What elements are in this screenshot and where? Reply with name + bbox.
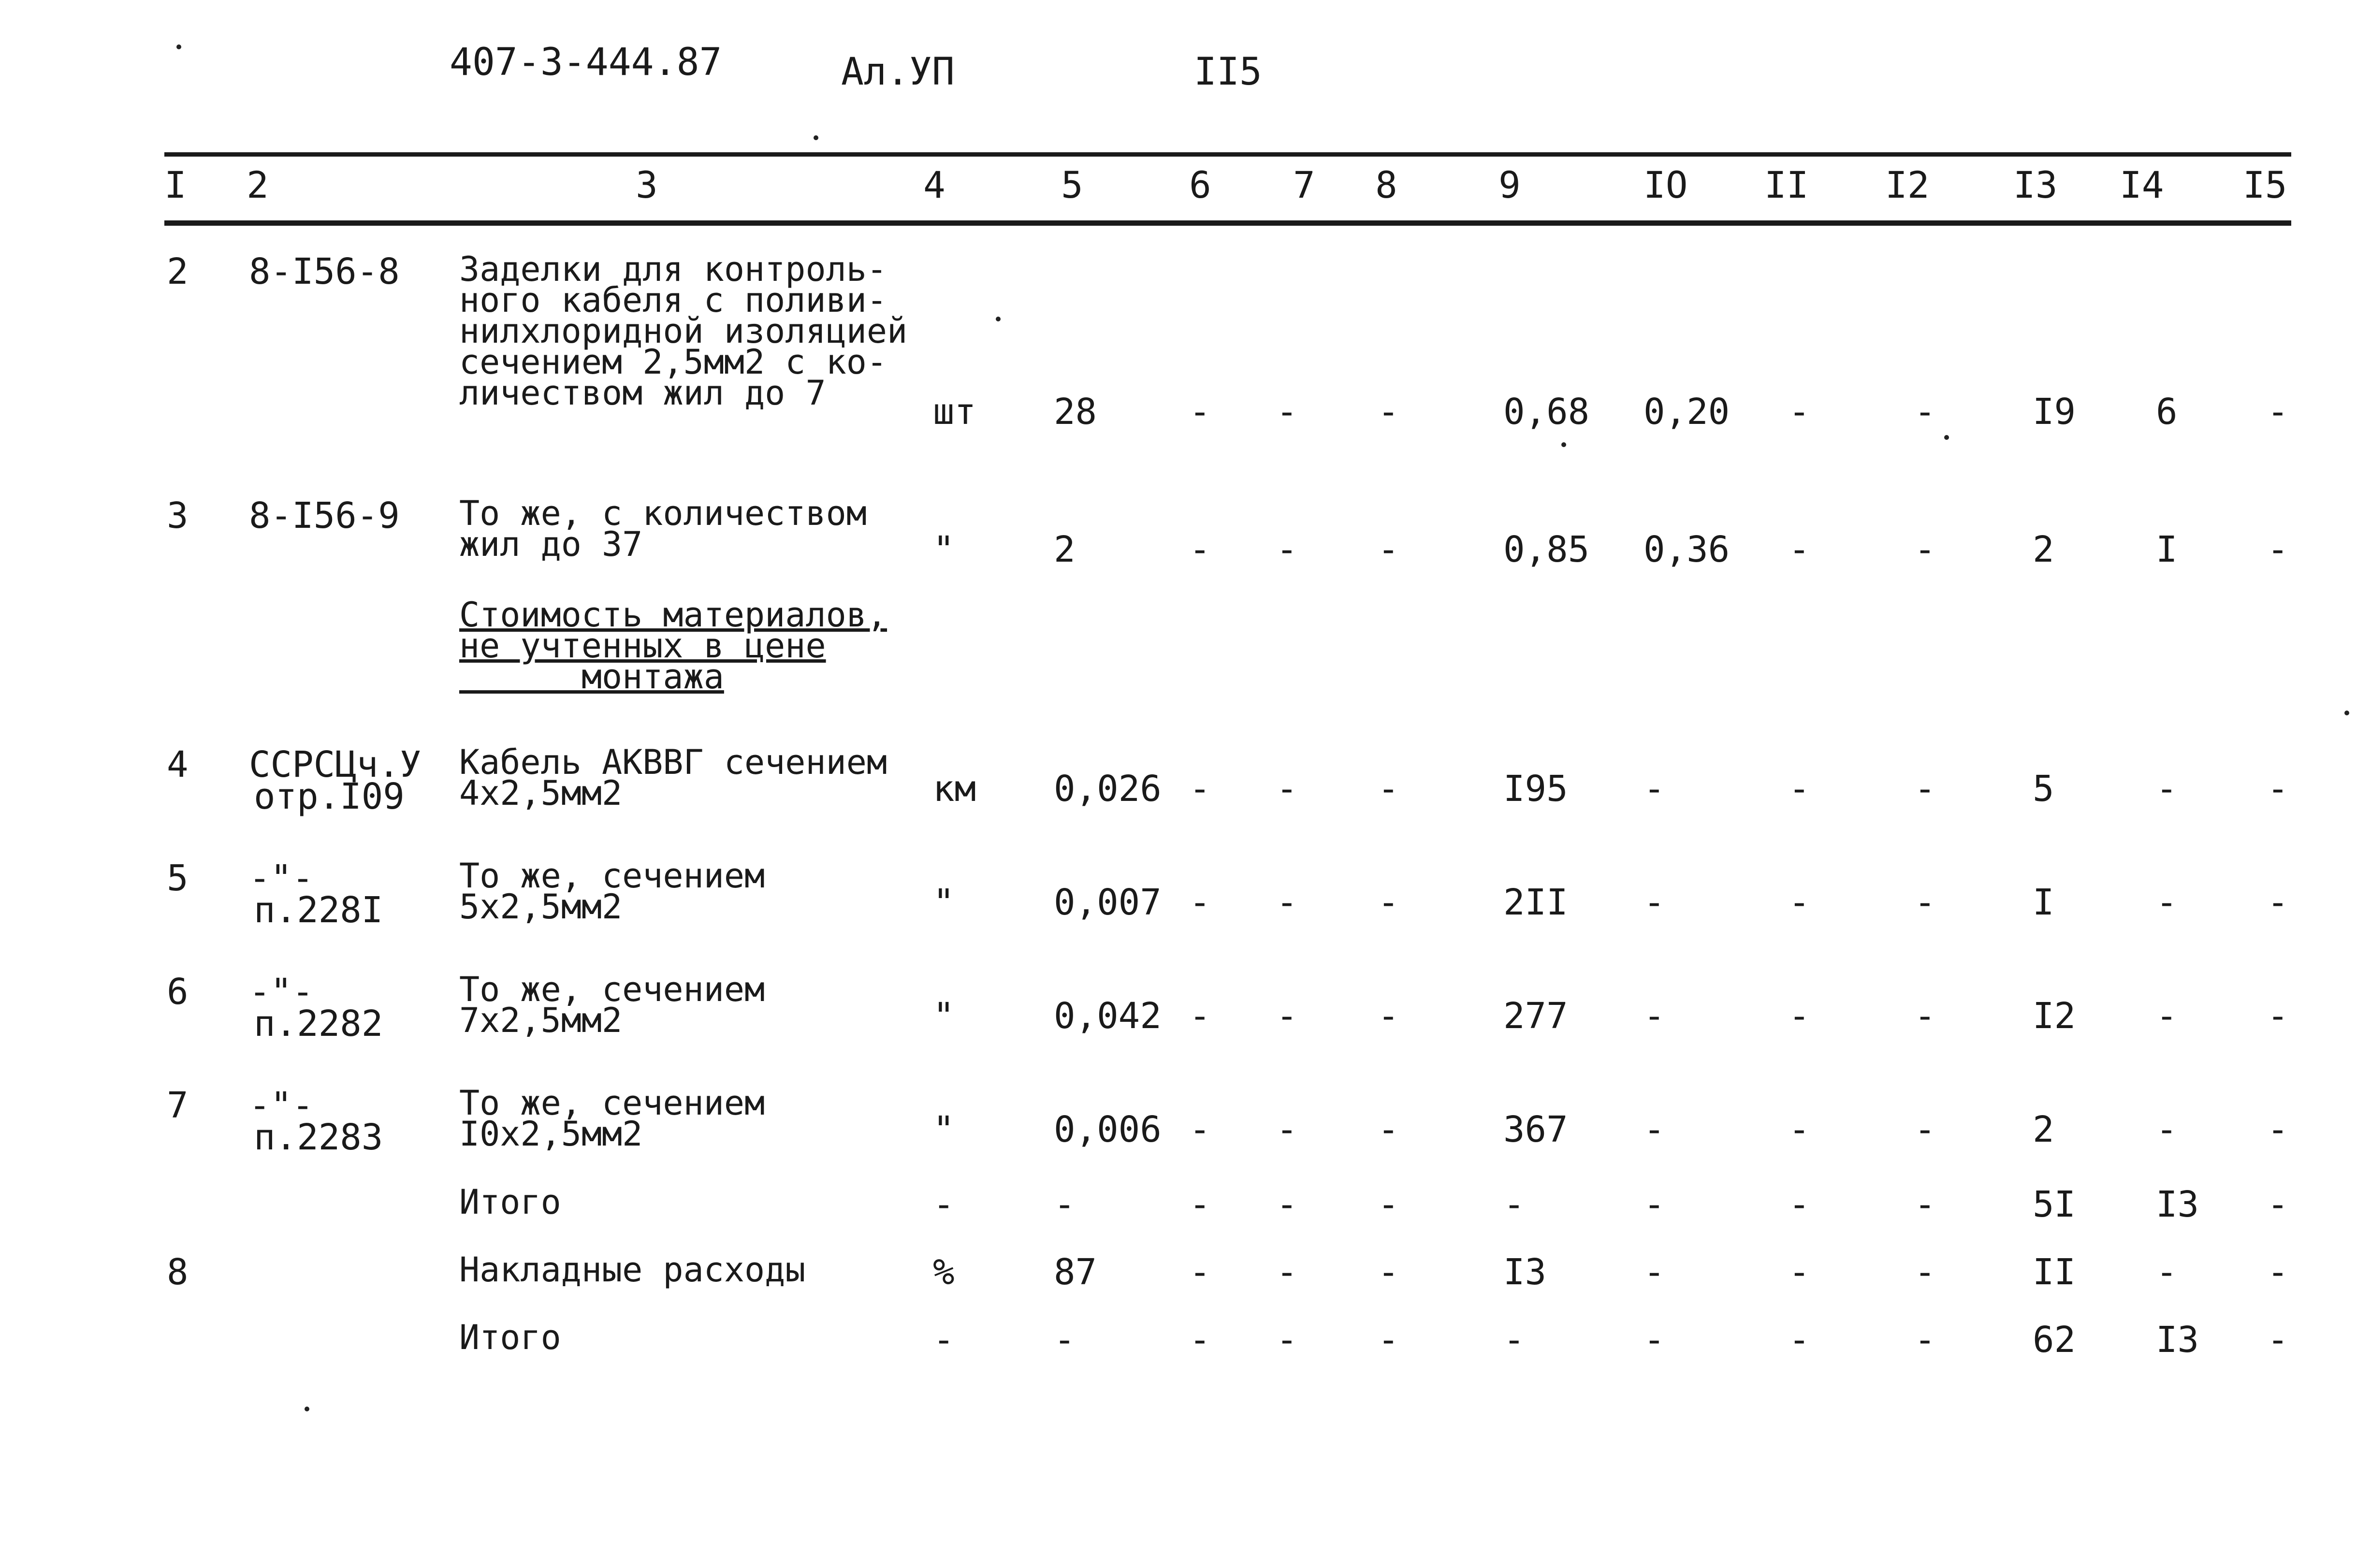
value-cell: -	[1189, 1184, 1211, 1225]
table-header-rule	[164, 220, 2291, 226]
value-cell: -	[1189, 995, 1211, 1037]
value-cell: -	[1189, 1319, 1211, 1361]
price-code: 8-I56-9	[249, 495, 400, 537]
column-number: II	[1764, 163, 1809, 206]
unit-cell: %	[933, 1251, 955, 1293]
value-cell: -	[1378, 1319, 1399, 1361]
value-cell: -	[1789, 995, 1810, 1037]
value-cell: 28	[1054, 391, 1097, 433]
item-description: Заделки для контроль- ного кабеля с поливи- нилхлоридной изоляцией сечением 2,5мм2 с ко- личеством жил до 7	[459, 249, 908, 413]
value-cell: 6	[2156, 391, 2178, 433]
value-cell: -	[2267, 1319, 2289, 1361]
value-cell: -	[1503, 1184, 1525, 1225]
price-code: п.2283	[254, 1117, 383, 1158]
value-cell: -	[1378, 768, 1399, 810]
item-description: То же, сечением 7х2,5мм2	[459, 970, 765, 1040]
unit-cell: км	[933, 768, 976, 810]
value-cell: -	[1789, 391, 1810, 433]
value-cell: -	[1914, 529, 1936, 570]
column-number: I	[164, 163, 187, 206]
item-description: Итого	[459, 1182, 561, 1222]
value-cell: -	[1054, 1319, 1076, 1361]
scan-speck	[176, 44, 181, 49]
value-cell: -	[1276, 882, 1298, 923]
scan-speck	[814, 135, 818, 140]
item-description: То же, сечением 5х2,5мм2	[459, 856, 765, 927]
value-cell: -	[1378, 1251, 1399, 1293]
value-cell: -	[1276, 529, 1298, 570]
value-cell: I2	[2033, 995, 2076, 1037]
value-cell: -	[2267, 768, 2289, 810]
value-cell: -	[1378, 1109, 1399, 1150]
column-number: IO	[1644, 163, 1688, 206]
value-cell: -	[1914, 768, 1936, 810]
scan-speck	[2344, 711, 2349, 715]
value-cell: I	[2156, 529, 2178, 570]
item-description: То же, с количеством жил до 37	[459, 494, 867, 564]
value-cell: -	[1378, 1184, 1399, 1225]
value-cell: -	[1189, 391, 1211, 433]
value-cell: -	[1644, 768, 1665, 810]
value-cell: -	[1276, 768, 1298, 810]
row-number: 7	[167, 1085, 189, 1126]
value-cell: -	[2267, 1109, 2289, 1150]
value-cell: -	[1189, 1251, 1211, 1293]
row-number: 3	[167, 495, 189, 537]
value-cell: -	[1189, 529, 1211, 570]
value-cell: 5I	[2033, 1184, 2076, 1225]
item-description: Накладные расходы	[459, 1250, 806, 1290]
price-code: -"-	[249, 971, 314, 1013]
price-code: п.228I	[254, 889, 383, 931]
value-cell: -	[2156, 768, 2178, 810]
value-cell: -	[1189, 768, 1211, 810]
value-cell: 2	[2033, 529, 2054, 570]
value-cell: -	[1276, 1319, 1298, 1361]
item-description: Кабель АКВВГ сечением 4х2,5мм2	[459, 742, 887, 813]
scan-speck	[1561, 442, 1566, 447]
value-cell: 2	[1054, 529, 1076, 570]
value-cell: -	[1644, 995, 1665, 1037]
value-cell: -	[1276, 1251, 1298, 1293]
row-number: 6	[167, 971, 189, 1013]
album-label: Ал.УП	[841, 50, 955, 94]
value-cell: -	[1789, 529, 1810, 570]
value-cell: -	[1054, 1184, 1076, 1225]
price-code: п.2282	[254, 1003, 383, 1045]
value-cell: -	[1914, 391, 1936, 433]
price-code: ССРСЦч.У	[249, 744, 422, 785]
column-number: 2	[247, 163, 269, 206]
unit-cell: "	[933, 1109, 955, 1150]
value-cell: -	[2267, 529, 2289, 570]
value-cell: 0,85	[1503, 529, 1590, 570]
value-cell: I3	[1503, 1251, 1547, 1293]
value-cell: 0,007	[1054, 882, 1162, 923]
value-cell: -	[1276, 391, 1298, 433]
price-code: 8-I56-8	[249, 251, 400, 292]
value-cell: -	[1914, 1184, 1936, 1225]
value-cell: -	[2156, 995, 2178, 1037]
value-cell: I9	[2033, 391, 2076, 433]
price-code: -"-	[249, 1085, 314, 1126]
value-cell: I3	[2156, 1184, 2199, 1225]
value-cell: 87	[1054, 1251, 1097, 1293]
row-number: 5	[167, 857, 189, 899]
value-cell: -	[2156, 1109, 2178, 1150]
value-cell: -	[1644, 1109, 1665, 1150]
item-description: То же, сечением I0х2,5мм2	[459, 1083, 765, 1154]
value-cell: 0,006	[1054, 1109, 1162, 1150]
value-cell: -	[1189, 882, 1211, 923]
value-cell: -	[2267, 1184, 2289, 1225]
page-number: II5	[1194, 50, 1262, 94]
value-cell: 367	[1503, 1109, 1568, 1150]
value-cell: 2II	[1503, 882, 1568, 923]
value-cell: -	[1789, 768, 1810, 810]
value-cell: -	[1189, 1109, 1211, 1150]
column-number: I5	[2243, 163, 2287, 206]
value-cell: -	[1644, 1251, 1665, 1293]
column-number: 6	[1189, 163, 1211, 206]
column-number: 3	[636, 163, 658, 206]
value-cell: -	[1276, 1109, 1298, 1150]
value-cell: -	[2267, 391, 2289, 433]
value-cell: -	[1789, 1184, 1810, 1225]
row-number: 4	[167, 744, 189, 785]
unit-cell: -	[933, 1184, 955, 1225]
value-cell: -	[2267, 882, 2289, 923]
value-cell: 2	[2033, 1109, 2054, 1150]
column-number: 5	[1061, 163, 1083, 206]
column-number: I2	[1885, 163, 1930, 206]
value-cell: -	[1276, 1184, 1298, 1225]
unit-cell: шт	[933, 391, 976, 433]
value-cell: II	[2033, 1251, 2076, 1293]
value-cell: 0,042	[1054, 995, 1162, 1037]
value-cell: -	[1378, 529, 1399, 570]
column-number: I4	[2120, 163, 2164, 206]
column-number: 9	[1498, 163, 1521, 206]
scan-speck	[996, 317, 1001, 321]
value-cell: 0,026	[1054, 768, 1162, 810]
value-cell: -	[2156, 882, 2178, 923]
row-number: 2	[167, 251, 189, 292]
value-cell: 0,36	[1644, 529, 1730, 570]
price-code: отр.I09	[254, 776, 405, 817]
value-cell: -	[1378, 995, 1399, 1037]
item-description: Итого	[459, 1318, 561, 1357]
scan-speck	[1944, 435, 1949, 440]
value-cell: I3	[2156, 1319, 2199, 1361]
value-cell: I	[2033, 882, 2054, 923]
value-cell: -	[1503, 1319, 1525, 1361]
unit-cell: "	[933, 995, 955, 1037]
unit-cell: "	[933, 882, 955, 923]
value-cell: -	[1378, 882, 1399, 923]
value-cell: -	[1276, 995, 1298, 1037]
value-cell: 0,20	[1644, 391, 1730, 433]
value-cell: -	[2267, 995, 2289, 1037]
value-cell: -	[1914, 1319, 1936, 1361]
document-code: 407-3-444.87	[450, 41, 722, 84]
value-cell: -	[1914, 1251, 1936, 1293]
value-cell: -	[2267, 1251, 2289, 1293]
value-cell: I95	[1503, 768, 1568, 810]
row-number: 8	[167, 1251, 189, 1293]
value-cell: -	[1789, 882, 1810, 923]
price-code: -"-	[249, 857, 314, 899]
value-cell: -	[1914, 1109, 1936, 1150]
value-cell: -	[1378, 391, 1399, 433]
table-top-rule	[164, 152, 2291, 157]
value-cell: -	[1914, 882, 1936, 923]
unit-cell: "	[933, 529, 955, 570]
section-heading: Стоимость материалов, не учтенных в цене монтажа	[459, 595, 887, 697]
value-cell: -	[1644, 1184, 1665, 1225]
unit-cell: -	[933, 1319, 955, 1361]
value-cell: -	[1789, 1251, 1810, 1293]
column-number: I3	[2013, 163, 2058, 206]
value-cell: -	[1789, 1319, 1810, 1361]
value-cell: 277	[1503, 995, 1568, 1037]
column-number: 8	[1375, 163, 1397, 206]
scan-speck	[305, 1407, 309, 1411]
value-cell: -	[2156, 1251, 2178, 1293]
value-cell: -	[1914, 995, 1936, 1037]
value-cell: 0,68	[1503, 391, 1590, 433]
value-cell: 5	[2033, 768, 2054, 810]
value-cell: -	[1789, 1109, 1810, 1150]
column-number: 7	[1293, 163, 1315, 206]
value-cell: 62	[2033, 1319, 2076, 1361]
value-cell: -	[1644, 882, 1665, 923]
value-cell: -	[1644, 1319, 1665, 1361]
column-number: 4	[923, 163, 945, 206]
